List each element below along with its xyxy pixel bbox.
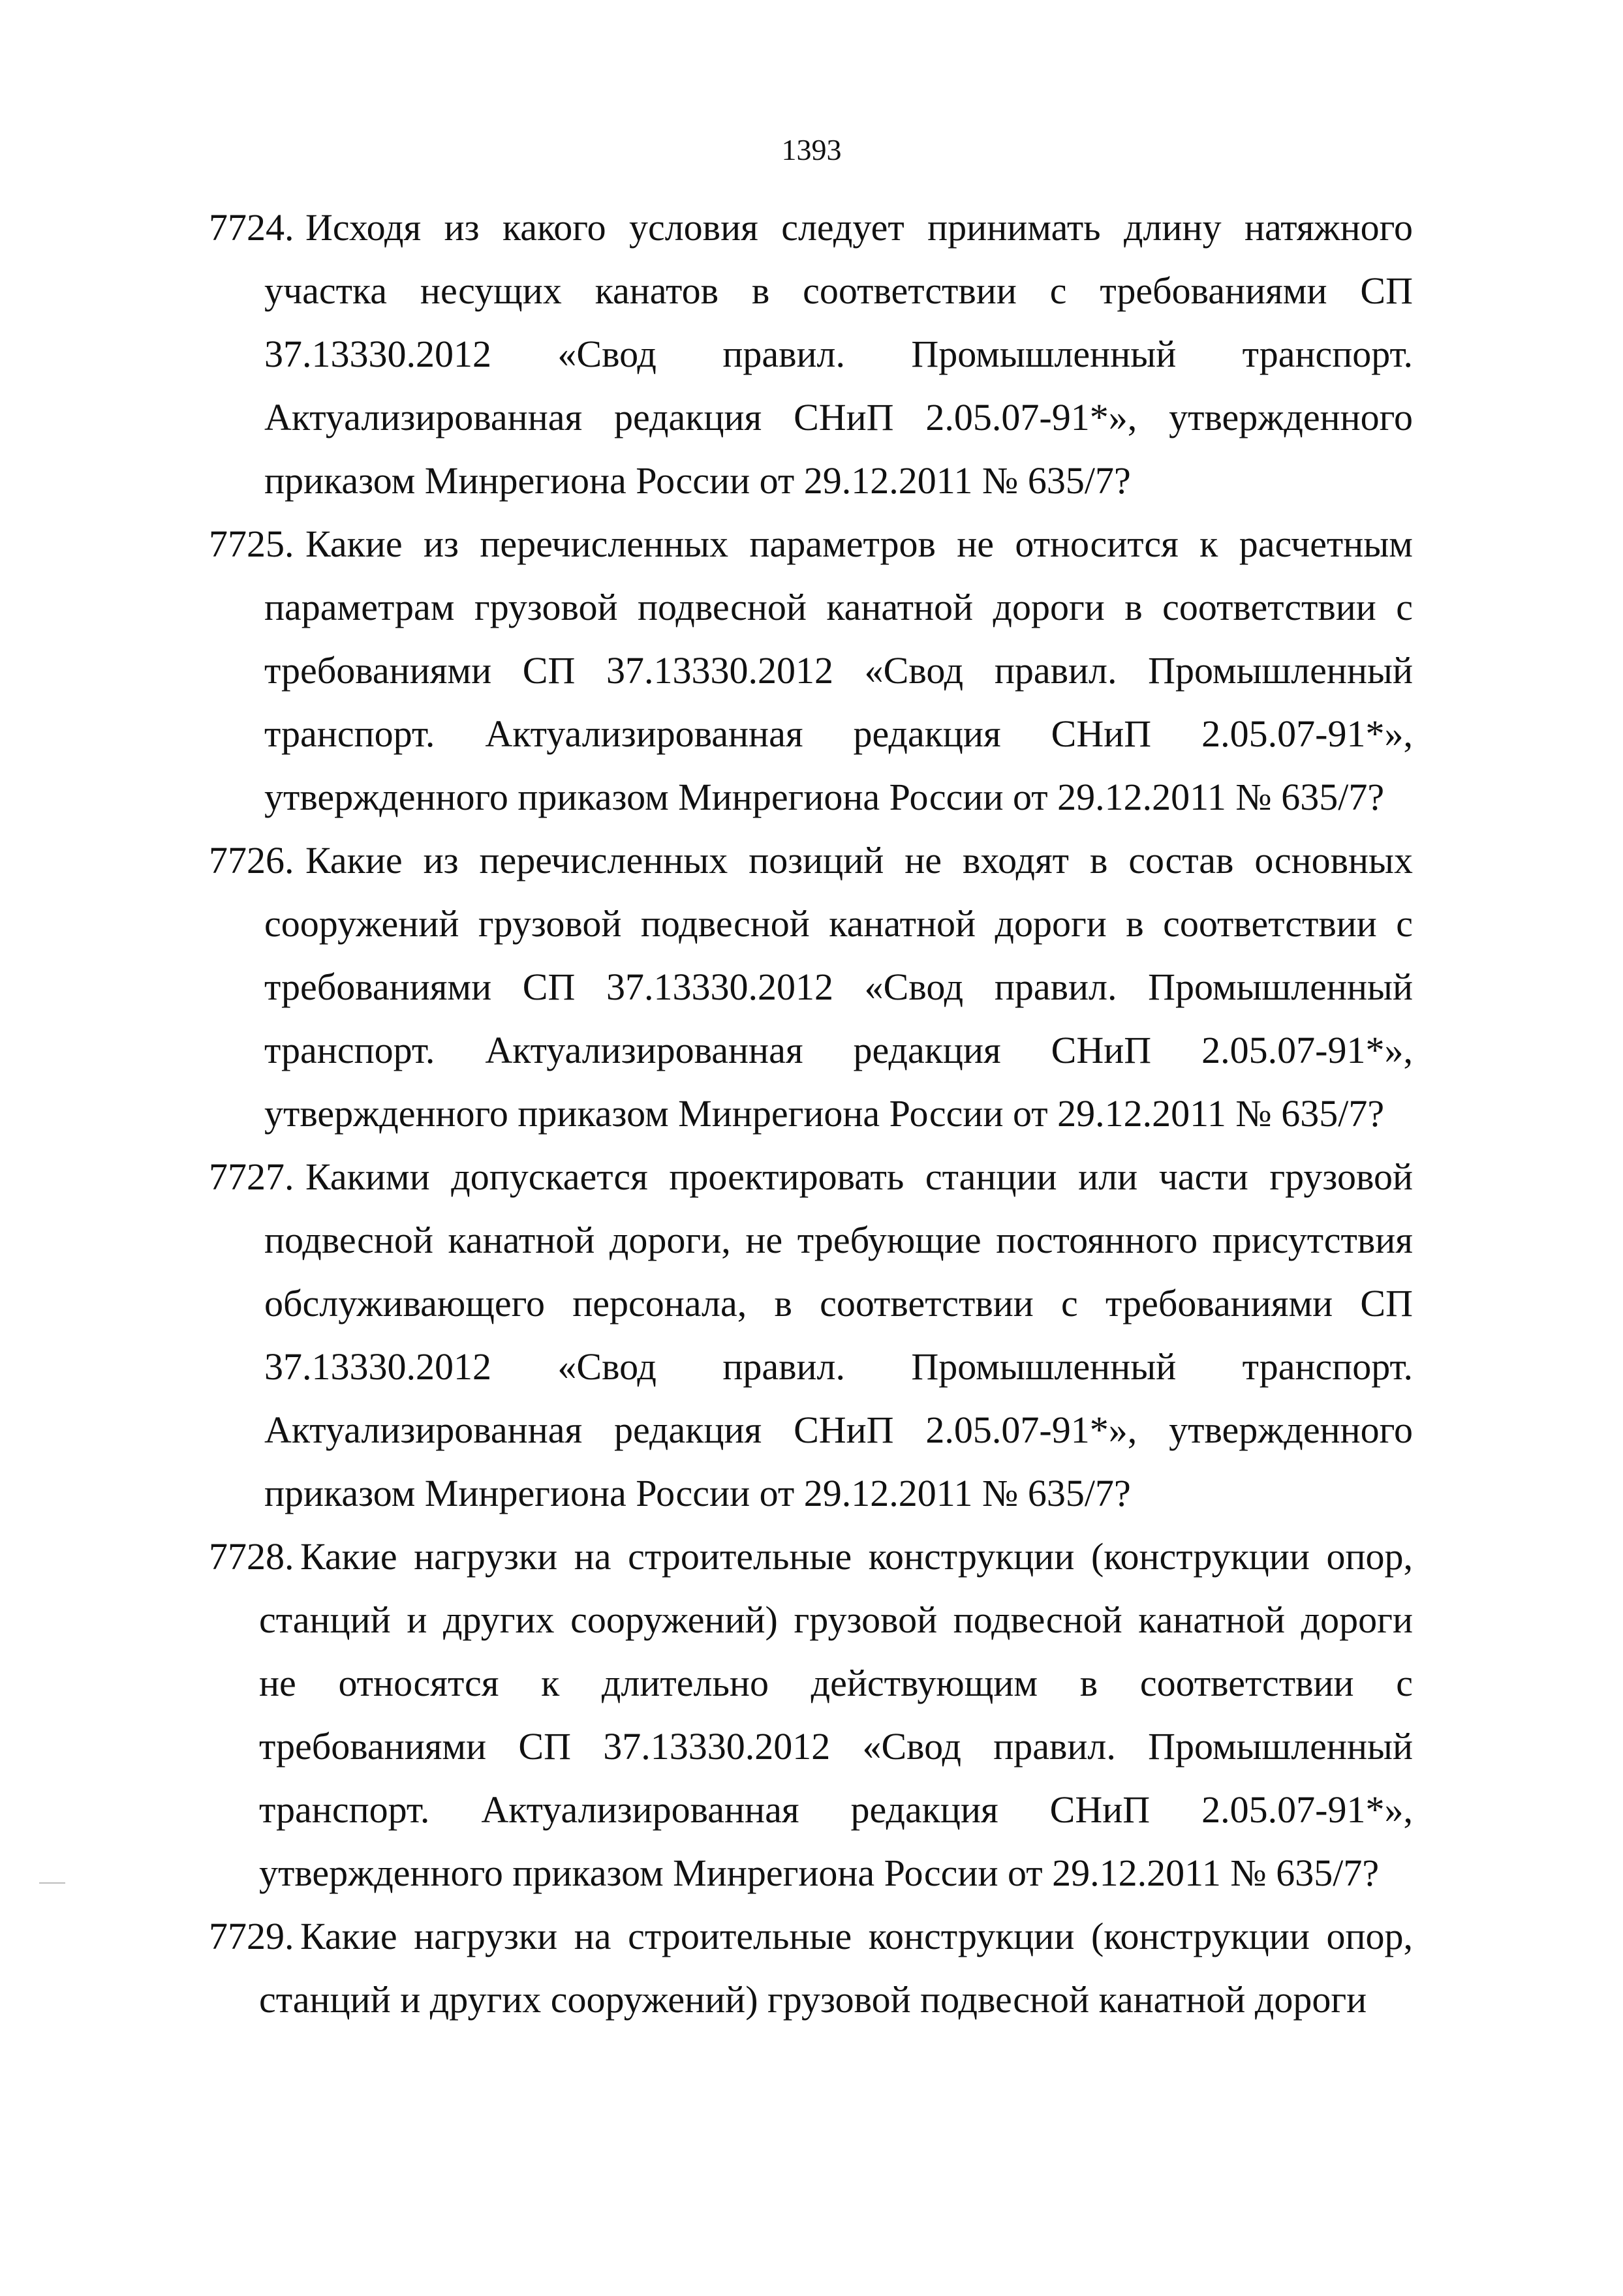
question-text: Какие из перечисленных позиций не входят в состав основных сооружений грузовой подвесной канатной дороги в соответствии с требованиями СП 37.13330.2012 «Свод правил. Промышленный транспорт. Актуализированная редакция СНиП 2.05.07-91*», утвержденного приказом Минрегиона России от 29.12.2011 № 635/7? bbox=[264, 839, 1413, 1135]
question-text: Какие нагрузки на строительные конструкции (конструкции опор, станций и других сооружений) грузовой подвесной канатной дороги bbox=[259, 1915, 1413, 2021]
question-text: Какие нагрузки на строительные конструкции (конструкции опор, станций и других сооружений) грузовой подвесной канатной дороги не относятся к длительно действующим в соответствии с требованиями СП 37.13330.2012 «Свод правил. Промышленный транспорт. Актуализированная редакция СНиП 2.05.07-91*», утвержденного приказом Минрегиона России от 29.12.2011 № 635/7? bbox=[259, 1535, 1413, 1894]
question-text: Исходя из какого условия следует принимать длину натяжного участка несущих канатов в соответствии с требованиями СП 37.13330.2012 «Свод правил. Промышленный транспорт. Актуализированная редакция СНиП 2.05.07-91*», утвержденного приказом Минрегиона России от 29.12.2011 № 635/7? bbox=[264, 206, 1413, 502]
question-number: 7728. bbox=[209, 1535, 294, 1578]
question-item bbox=[0, 1905, 1623, 2031]
page-number: 1393 bbox=[781, 133, 842, 166]
question-item bbox=[0, 1525, 1623, 1905]
question-number: 7726. bbox=[209, 839, 294, 881]
question-text: Какими допускается проектировать станции или части грузовой подвесной канатной дороги, не требующие постоянного присутствия обслуживающего персонала, в соответствии с требованиями СП 37.13330.2012 «Свод правил. Промышленный транспорт. Актуализированная редакция СНиП 2.05.07-91*», утвержденного приказом Минрегиона России от 29.12.2011 № 635/7? bbox=[264, 1156, 1413, 1514]
question-item bbox=[0, 829, 1623, 1145]
question-number: 7725. bbox=[209, 523, 294, 565]
question-number: 7729. bbox=[209, 1915, 294, 1957]
question-item bbox=[0, 512, 1623, 829]
question-number: 7724. bbox=[209, 206, 294, 249]
question-list bbox=[0, 196, 1623, 2031]
scan-margin-mark bbox=[39, 1882, 65, 1884]
question-item bbox=[0, 1145, 1623, 1525]
question-number: 7727. bbox=[209, 1156, 294, 1198]
question-item bbox=[0, 196, 1623, 512]
question-text: Какие из перечисленных параметров не относится к расчетным параметрам грузовой подвесной канатной дороги в соответствии с требованиями СП 37.13330.2012 «Свод правил. Промышленный транспорт. Актуализированная редакция СНиП 2.05.07-91*», утвержденного приказом Минрегиона России от 29.12.2011 № 635/7? bbox=[264, 523, 1413, 818]
